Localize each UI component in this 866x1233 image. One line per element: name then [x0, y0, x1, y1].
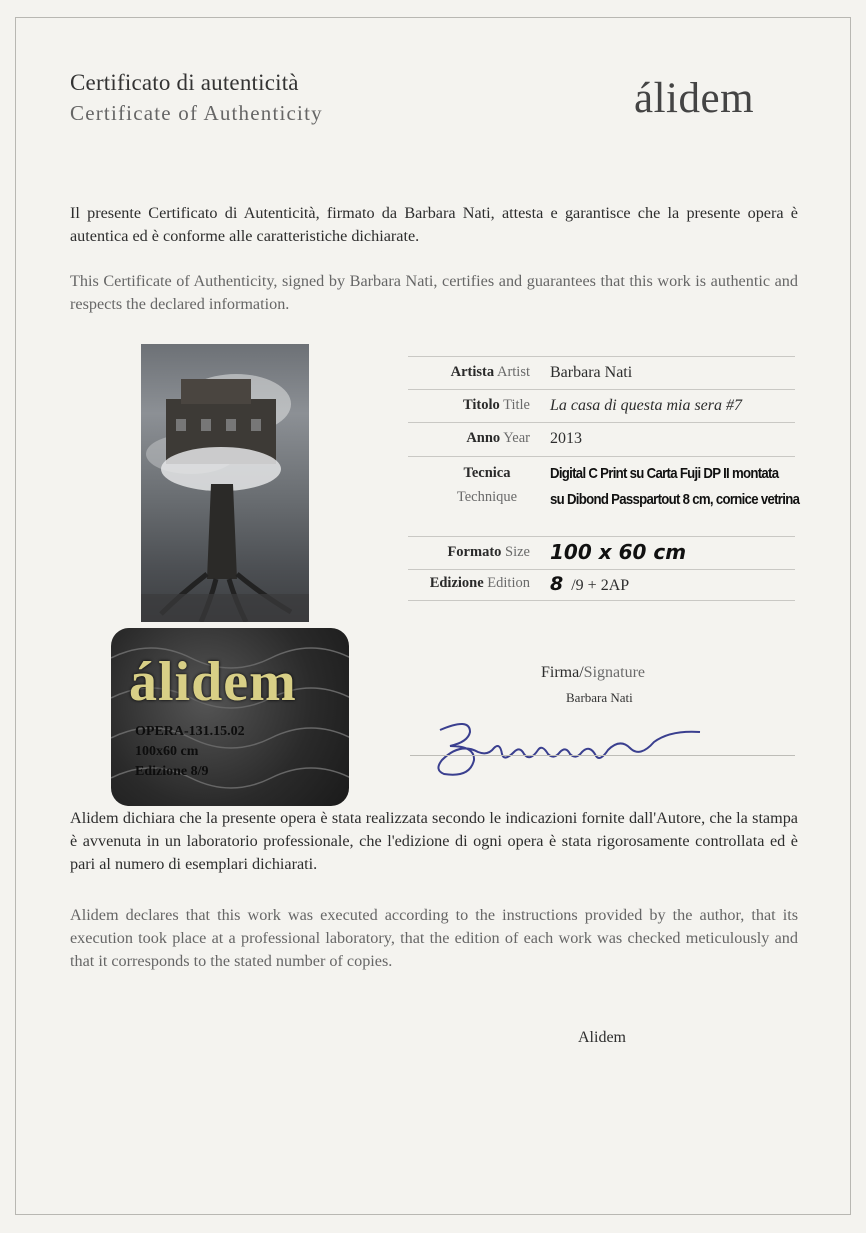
edition-number: 8 — [550, 573, 564, 595]
intro-italian: Il presente Certificato di Autenticità, firmato da Barbara Nati, attesta e garantisce che la presente opera è autentica ed è conforme alle caratteristiche dichiarate. — [70, 204, 798, 245]
label-edition: Edizione Edition — [429, 575, 530, 591]
alidem-logo: álidem — [634, 75, 755, 122]
declaration-english: Alidem declares that this work was executed according to the instructions provided by the author, that its execution took place at a professional laboratory, that the edition of each work was checked meticulously and that it corresponds to the stated number of copies. — [70, 906, 798, 970]
intro-english: This Certificate of Authenticity, signed by Barbara Nati, certifies and guarantees that this work is authentic and respects the declared information. — [70, 272, 798, 313]
row-size — [408, 536, 795, 570]
label-technique: Tecnica Technique — [456, 465, 518, 505]
authenticity-hologram — [111, 628, 349, 806]
signature-label-en: Signature — [583, 664, 645, 681]
edition-total: /9 + 2AP — [571, 577, 630, 594]
title-english: Certificate of Authenticity — [70, 101, 323, 125]
technique-line1: Digital C Print su Carta Fuji DP II montata — [550, 465, 779, 482]
title-italian: Certificato di autenticità — [70, 70, 299, 95]
hologram-code-line: OPERA-131.15.02 — [135, 724, 245, 739]
handwritten-signature — [430, 712, 710, 784]
hologram-edition-line: Edizione 8/9 — [135, 764, 209, 779]
row-technique — [408, 456, 800, 537]
declaration-italian: Alidem dichiara che la presente opera è stata realizzata secondo le indicazioni fornite dall'Autore, che la stampa è avvenuta in un laboratorio professionale, che l'edizione di ogni opera è stata rigorosamente controllata ed è pari al numero di esemplari dichiarati. — [70, 809, 798, 873]
row-year — [408, 422, 795, 457]
hologram-code — [135, 724, 245, 780]
label-size: Formato Size — [447, 544, 530, 560]
value-title: La casa di questa mia sera #7 — [550, 397, 742, 414]
signature-label — [541, 664, 645, 682]
hologram-size-line: 100x60 cm — [135, 744, 199, 759]
signer-name: Barbara Nati — [566, 690, 633, 705]
row-edition — [408, 569, 795, 601]
label-title: Titolo Title — [462, 397, 530, 413]
artwork-image — [141, 344, 309, 622]
row-artist — [408, 356, 795, 390]
declaration-signoff: Alidem — [578, 1029, 626, 1046]
hologram-logo: álidem — [129, 651, 297, 713]
signature-line — [410, 755, 795, 756]
technique-line2: su Dibond Passpartout 8 cm, cornice vetrina — [550, 491, 800, 508]
value-edition — [550, 573, 629, 595]
signature-label-it: Firma/ — [541, 664, 584, 681]
value-size: 100 x 60 cm — [550, 540, 687, 564]
artwork-illustration — [141, 344, 309, 622]
value-technique — [550, 465, 799, 508]
value-year: 2013 — [550, 430, 582, 447]
value-artist: Barbara Nati — [550, 364, 633, 381]
label-year: Anno Year — [466, 430, 530, 446]
label-artist: Artista Artist — [450, 364, 530, 380]
row-title — [408, 389, 795, 423]
